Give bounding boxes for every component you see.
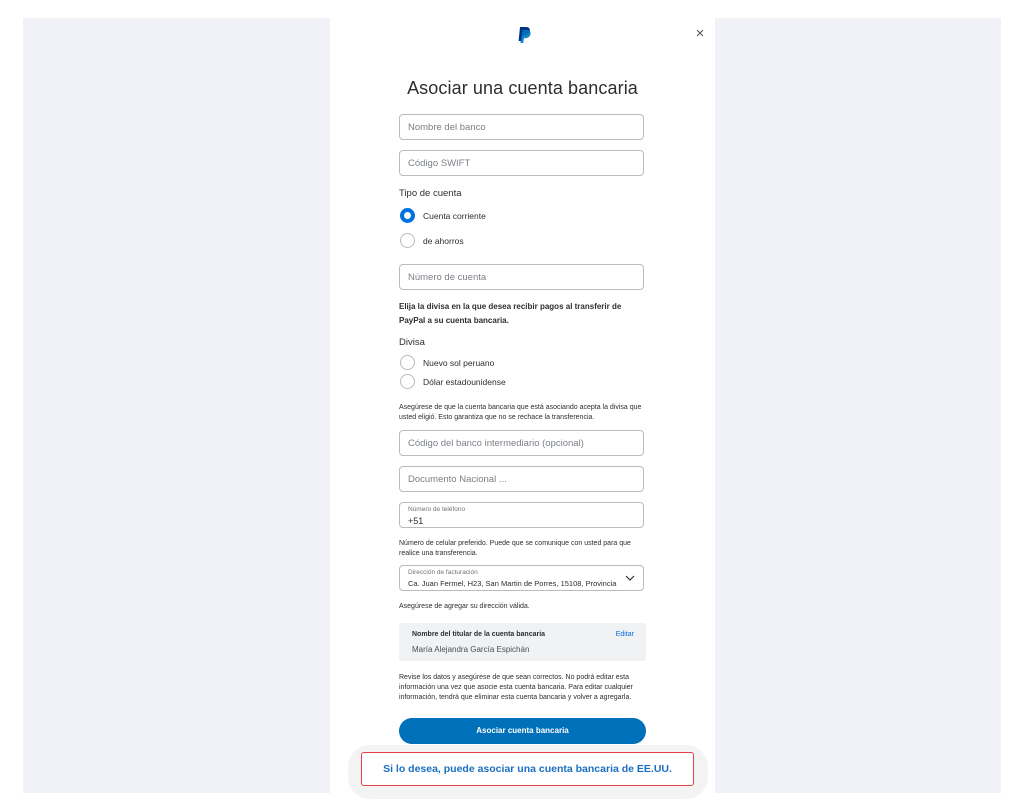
radio-peruvian-sol-label: Nuevo sol peruano xyxy=(423,358,495,368)
radio-savings-account[interactable] xyxy=(399,233,639,251)
national-id-field[interactable] xyxy=(399,466,644,492)
currency-help-text: Asegúrese de que la cuenta bancaria que está asociando acepta la divisa que usted eligió. Esto garantiza que no se rechace la transferencia. xyxy=(399,404,642,421)
link-us-bank-account-link[interactable]: Si lo desea, puede asociar una cuenta bancaria de EE.UU. xyxy=(361,752,694,786)
account-holder-card xyxy=(399,623,646,661)
radio-checking-account[interactable] xyxy=(399,208,639,226)
swift-code-input[interactable] xyxy=(408,151,633,175)
intermediary-bank-field[interactable] xyxy=(399,430,644,456)
chevron-down-icon[interactable] xyxy=(625,574,635,582)
link-bank-account-button[interactable]: Asociar cuenta bancaria xyxy=(399,718,646,744)
radio-unchecked-icon[interactable] xyxy=(400,355,415,370)
review-help-text: Revise los datos y asegúrese de que sean correctos. No podrá editar esta información una vez que asocie esta cuenta bancaria. Para editar cualquier información, tendrá que eliminar esta cuenta bancaria y volver a agregarla. xyxy=(399,674,633,701)
bank-name-field[interactable] xyxy=(399,114,644,140)
radio-unchecked-icon[interactable] xyxy=(400,233,415,248)
billing-address-label: Dirección de facturación xyxy=(408,569,478,576)
edit-holder-link[interactable]: Editar xyxy=(615,631,634,638)
radio-checking-label: Cuenta corriente xyxy=(423,211,486,221)
link-bank-modal xyxy=(330,18,715,793)
radio-savings-label: de ahorros xyxy=(423,236,464,246)
phone-field[interactable] xyxy=(399,502,644,528)
radio-peruvian-sol[interactable] xyxy=(399,355,639,373)
billing-address-value: Ca. Juan Fermel, H23, San Martin de Porres, 15108, Provincia xyxy=(408,579,617,588)
account-holder-name: María Alejandra García Espichán xyxy=(412,645,530,654)
phone-help-text: Número de celular preferido. Puede que se comunique con usted para que realice una transferencia. xyxy=(399,540,631,557)
phone-field-label: Número de teléfono xyxy=(408,506,466,513)
bank-name-input[interactable] xyxy=(408,115,633,139)
radio-us-dollar-label: Dólar estadounidense xyxy=(423,377,506,387)
paypal-logo-icon xyxy=(516,26,532,44)
swift-code-field[interactable] xyxy=(399,150,644,176)
radio-checked-icon[interactable] xyxy=(400,208,415,223)
page-title: Asociar una cuenta bancaria xyxy=(407,78,638,98)
phone-field-value[interactable]: +51 xyxy=(408,516,424,526)
currency-prompt: Elija la divisa en la que desea recibir pagos al transferir de PayPal a su cuenta bancaria. xyxy=(399,302,622,325)
radio-us-dollar[interactable] xyxy=(399,374,639,392)
intermediary-bank-input[interactable] xyxy=(408,431,633,455)
address-help-text: Asegúrese de agregar su dirección válida. xyxy=(399,603,530,610)
account-number-input[interactable] xyxy=(408,265,633,289)
radio-unchecked-icon[interactable] xyxy=(400,374,415,389)
currency-label: Divisa xyxy=(399,337,425,348)
account-holder-label: Nombre del titular de la cuenta bancaria xyxy=(412,631,546,638)
account-number-field[interactable] xyxy=(399,264,644,290)
close-icon[interactable]: × xyxy=(695,25,705,42)
national-id-input[interactable] xyxy=(408,467,633,491)
account-type-label: Tipo de cuenta xyxy=(399,188,462,199)
billing-address-select[interactable] xyxy=(399,565,644,591)
